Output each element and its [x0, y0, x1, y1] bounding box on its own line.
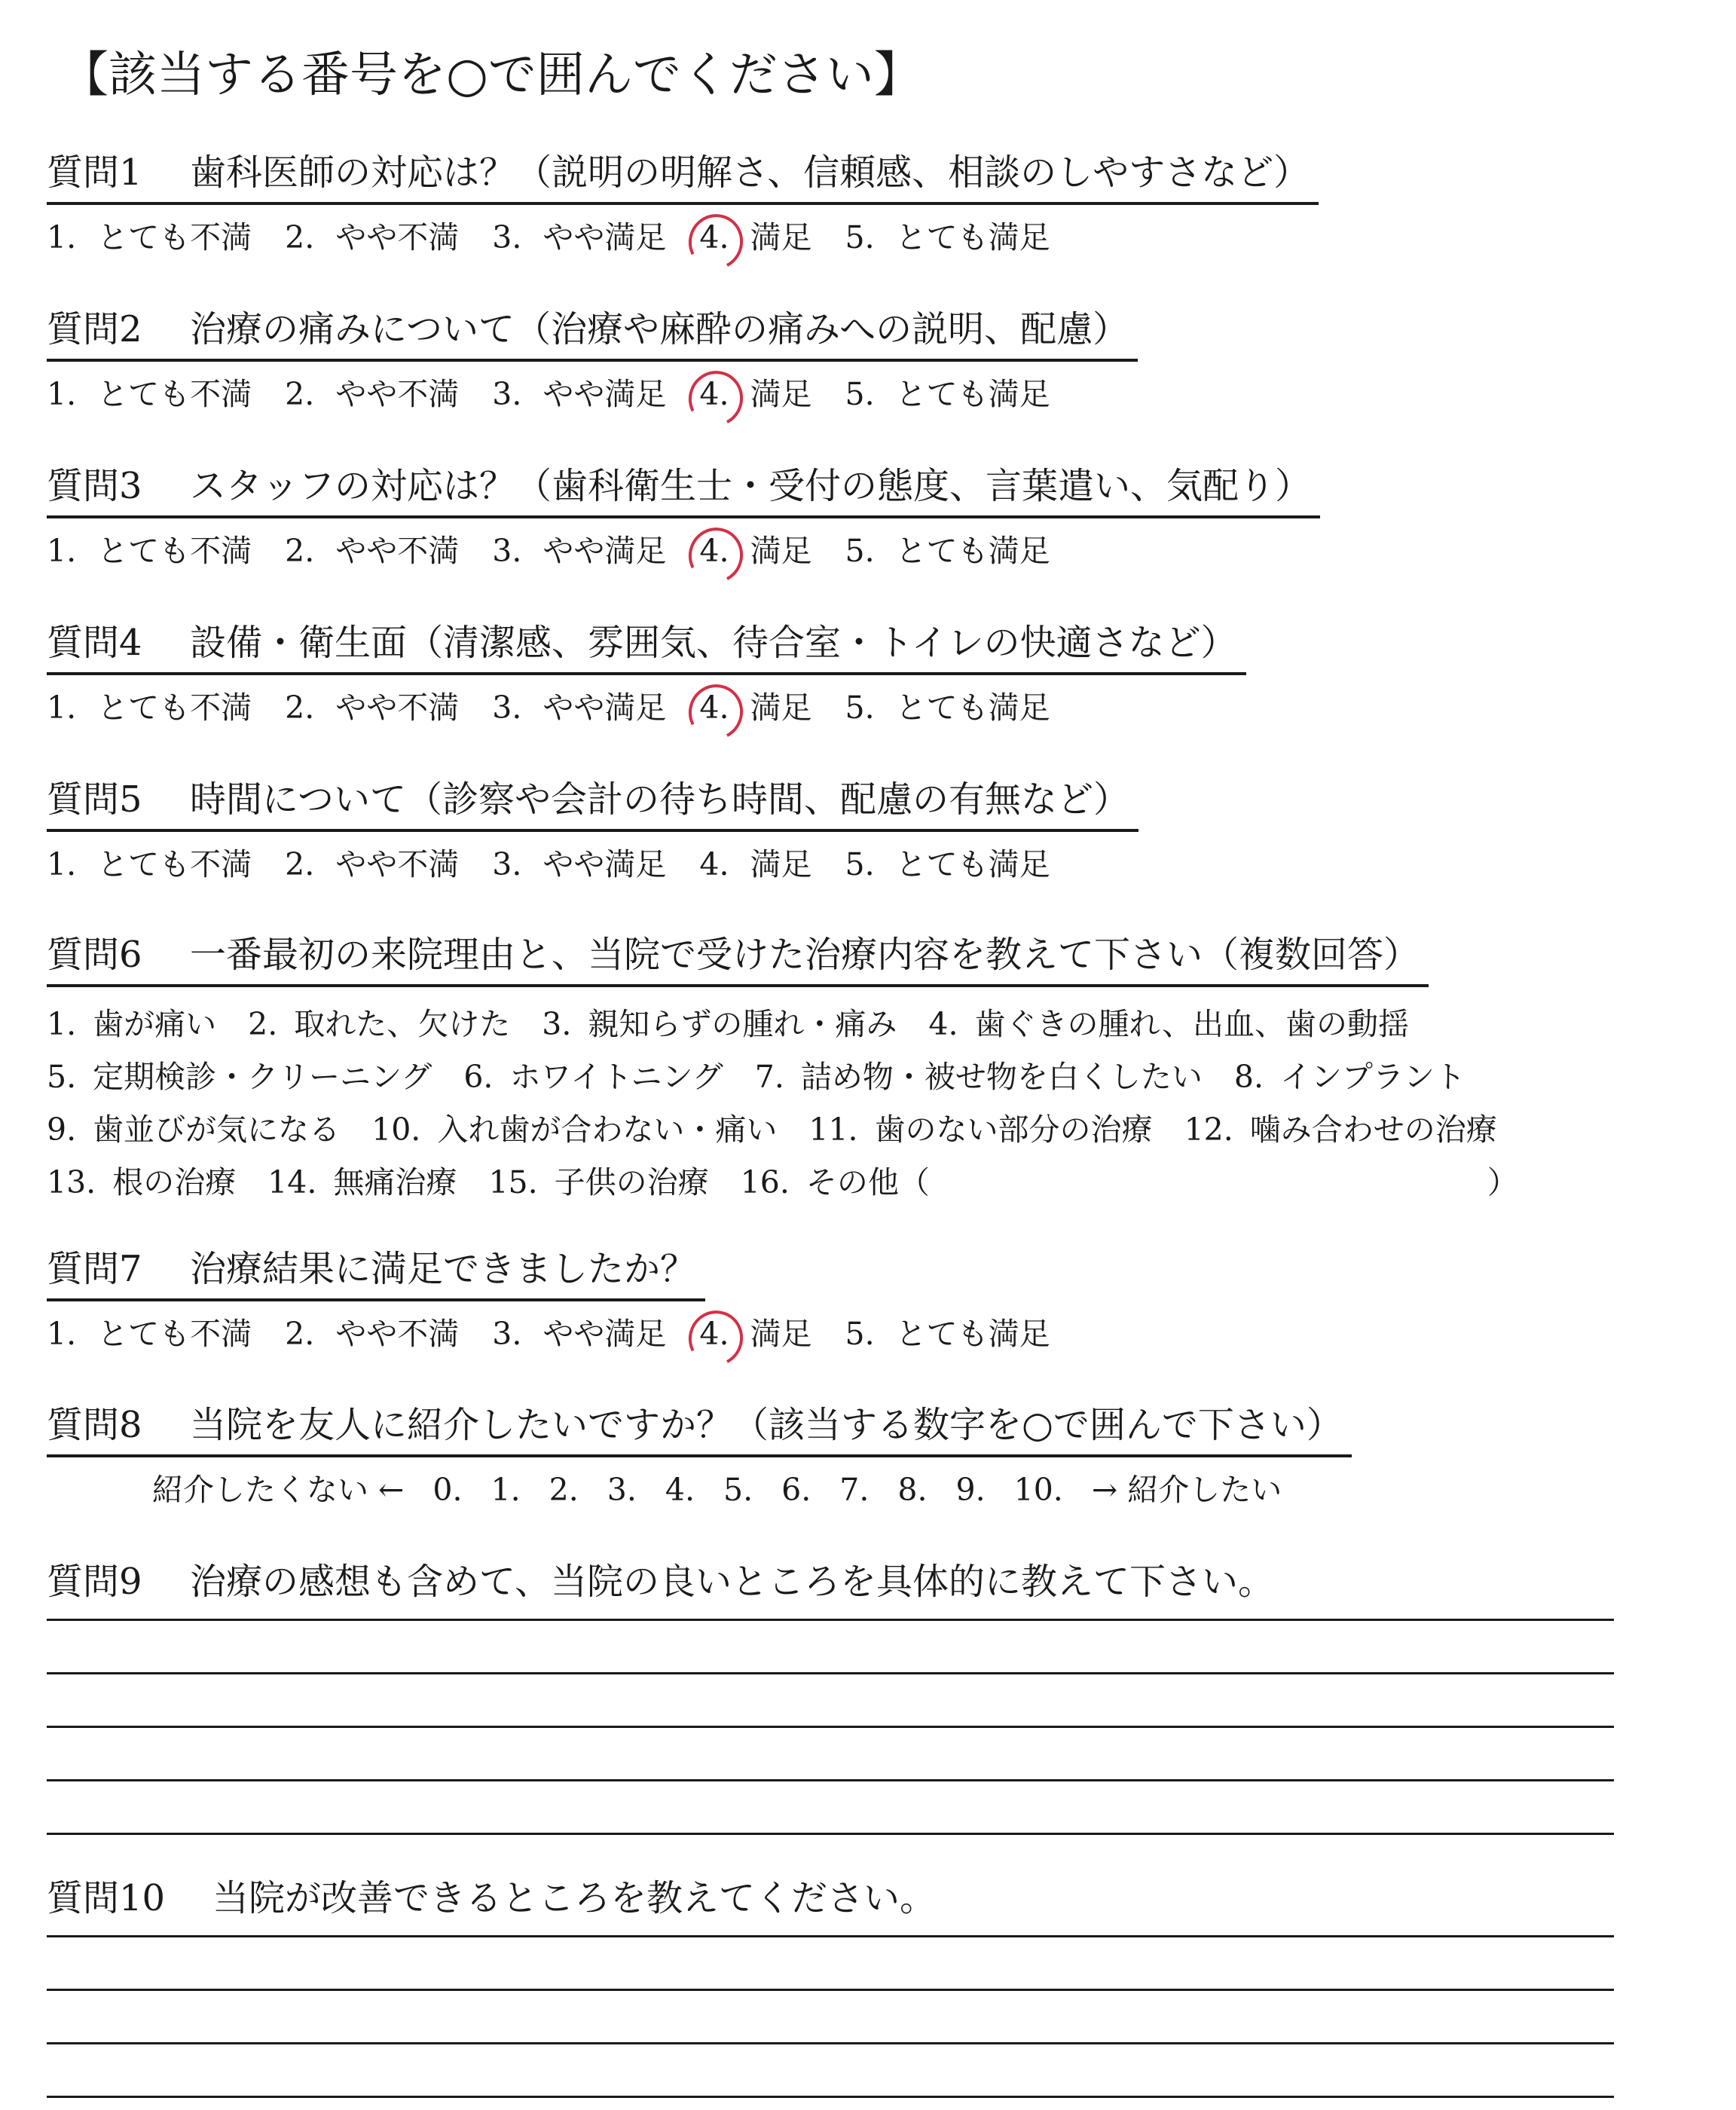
answer-line[interactable]: [47, 1728, 1614, 1781]
option-5[interactable]: 5. とても満足: [845, 846, 1050, 882]
option-4[interactable]: 4. 歯ぐきの腫れ、出血、歯の動揺: [928, 1006, 1409, 1042]
option-2[interactable]: 2. やや不満: [285, 376, 460, 412]
scale-value-3[interactable]: 3.: [607, 1472, 637, 1508]
question-number: 質問1: [47, 151, 142, 194]
scale-value-4[interactable]: 4.: [665, 1472, 695, 1508]
question-4: [47, 613, 1704, 729]
rating-options: [47, 842, 1704, 886]
answer-lines[interactable]: [47, 1928, 1614, 2098]
scale-value-2[interactable]: 2.: [549, 1472, 579, 1508]
option-1[interactable]: 1. とても不満: [47, 846, 252, 882]
option-1[interactable]: 1. とても不満: [47, 533, 252, 569]
option-12[interactable]: 12. 噛み合わせの治療: [1184, 1112, 1497, 1148]
option-5[interactable]: 5. とても満足: [845, 219, 1050, 255]
question-number: 質問3: [47, 465, 142, 507]
option-2[interactable]: 2. 取れた、欠けた: [248, 1006, 511, 1042]
option-3[interactable]: 3. やや満足: [492, 376, 667, 412]
option-5[interactable]: 5. とても満足: [845, 376, 1050, 412]
option-1[interactable]: 1. とても不満: [47, 1316, 252, 1352]
rating-options: [47, 372, 1704, 416]
recommend-scale: [152, 1468, 1704, 1512]
question-9: [47, 1552, 1704, 1835]
option-3[interactable]: 3. やや満足: [492, 1316, 667, 1352]
option-16-other[interactable]: 16. その他（ ）: [740, 1164, 1518, 1200]
question-title: [47, 770, 1138, 832]
scale-value-9[interactable]: 9.: [955, 1472, 986, 1508]
scale-value-0[interactable]: 0.: [432, 1472, 463, 1508]
option-row: [47, 998, 1704, 1050]
option-9[interactable]: 9. 歯並びが気になる: [47, 1112, 341, 1148]
option-2[interactable]: 2. やや不満: [285, 846, 460, 882]
option-7[interactable]: 7. 詰め物・被せ物を白くしたい: [754, 1059, 1203, 1095]
question-3: [47, 457, 1704, 573]
scale-value-10[interactable]: 10.: [1013, 1472, 1063, 1508]
question-text: 当院を友人に紹介したいですか？（該当する数字を○で囲んで下さい）: [190, 1404, 1343, 1446]
answer-lines[interactable]: [47, 1611, 1614, 1835]
option-13[interactable]: 13. 根の治療: [47, 1164, 237, 1200]
option-14[interactable]: 14. 無痛治療: [267, 1164, 457, 1200]
option-5[interactable]: 5. とても満足: [845, 533, 1050, 569]
option-row: [47, 1156, 1704, 1209]
option-3[interactable]: 3. やや満足: [492, 690, 667, 726]
option-3[interactable]: 3. 親知らずの腫れ・痛み: [542, 1006, 897, 1042]
answer-line[interactable]: [47, 1781, 1614, 1835]
rating-options: [47, 1312, 1704, 1356]
option-row: [47, 1103, 1704, 1156]
option-15[interactable]: 15. 子供の治療: [488, 1164, 709, 1200]
option-2[interactable]: 2. やや不満: [285, 219, 460, 255]
option-1[interactable]: 1. とても不満: [47, 690, 252, 726]
question-title: [47, 1240, 705, 1301]
option-5[interactable]: 5. とても満足: [845, 690, 1050, 726]
question-title: [47, 143, 1319, 205]
rating-options: [47, 529, 1704, 573]
close-paren: ）: [1487, 1164, 1518, 1200]
question-number: 質問10: [47, 1877, 166, 1919]
question-title: [47, 1396, 1352, 1457]
question-text: スタッフの対応は？（歯科衛生士・受付の態度、言葉遣い、気配り）: [190, 465, 1312, 507]
option-4-selected[interactable]: 4. 満足: [699, 372, 811, 416]
question-text: 設備・衛生面（清潔感、雰囲気、待合室・トイレの快適さなど）: [190, 622, 1237, 664]
option-2[interactable]: 2. やや不満: [285, 533, 460, 569]
answer-line[interactable]: [47, 1674, 1614, 1728]
question-title: [47, 1552, 1283, 1611]
question-5: [47, 770, 1704, 886]
option-4-selected[interactable]: 4. 満足: [699, 529, 811, 573]
scale-value-7[interactable]: 7.: [839, 1472, 870, 1508]
option-3[interactable]: 3. やや満足: [492, 219, 667, 255]
scale-value-5[interactable]: 5.: [723, 1472, 753, 1508]
option-4-selected[interactable]: 4. 満足: [699, 216, 811, 259]
answer-line[interactable]: [47, 1611, 1614, 1621]
question-title: [47, 457, 1320, 518]
option-10[interactable]: 10. 入れ歯が合わない・痛い: [371, 1112, 778, 1148]
question-number: 質問7: [47, 1248, 142, 1290]
option-8[interactable]: 8. インプラント: [1233, 1059, 1466, 1095]
question-number: 質問8: [47, 1404, 142, 1446]
scale-value-8[interactable]: 8.: [897, 1472, 928, 1508]
question-title: [47, 300, 1138, 362]
option-row: [47, 1050, 1704, 1103]
scale-value-1[interactable]: 1.: [491, 1472, 521, 1508]
scale-value-6[interactable]: 6.: [781, 1472, 811, 1508]
question-2: [47, 300, 1704, 416]
instruction-heading: 【該当する番号を○で囲んでください】: [60, 47, 922, 103]
answer-line[interactable]: [47, 1937, 1614, 1991]
question-title: [47, 1869, 945, 1928]
option-4-selected[interactable]: 4. 満足: [699, 1312, 811, 1356]
question-text: 時間について（診察や会計の待ち時間、配慮の有無など）: [190, 778, 1130, 821]
question-text: 治療結果に満足できましたか？: [190, 1248, 697, 1290]
answer-line[interactable]: [47, 1928, 1614, 1937]
option-5[interactable]: 5. 定期検診・クリーニング: [47, 1059, 432, 1095]
rating-options: [47, 216, 1704, 259]
option-4-selected[interactable]: 4. 満足: [699, 686, 811, 729]
option-5[interactable]: 5. とても満足: [845, 1316, 1050, 1352]
question-number: 質問2: [47, 308, 142, 350]
question-number: 質問9: [47, 1561, 142, 1603]
option-2[interactable]: 2. やや不満: [285, 1316, 460, 1352]
question-10: [47, 1869, 1704, 2098]
option-1[interactable]: 1. 歯が痛い: [47, 1006, 217, 1042]
question-1: [47, 143, 1704, 259]
answer-line[interactable]: [47, 1991, 1614, 2044]
question-number: 質問5: [47, 778, 142, 821]
question-text: 歯科医師の対応は？（説明の明解さ、信頼感、相談のしやすさなど）: [190, 151, 1310, 194]
question-text: 当院が改善できるところを教えてください。: [212, 1877, 937, 1919]
question-title: [47, 925, 1429, 987]
option-6[interactable]: 6. ホワイトニング: [463, 1059, 723, 1095]
scale-right-label: → 紹介したい: [1091, 1472, 1282, 1508]
option-3[interactable]: 3. やや満足: [492, 533, 667, 569]
answer-line[interactable]: [47, 2044, 1614, 2098]
option-2[interactable]: 2. やや不満: [285, 690, 460, 726]
question-text: 治療の感想も含めて、当院の良いところを具体的に教えて下さい。: [190, 1561, 1275, 1603]
question-text: 治療の痛みについて（治療や麻酔の痛みへの説明、配慮）: [190, 308, 1129, 350]
question-title: [47, 613, 1246, 675]
option-3[interactable]: 3. やや満足: [492, 846, 667, 882]
option-1[interactable]: 1. とても不満: [47, 376, 252, 412]
option-11[interactable]: 11. 歯のない部分の治療: [808, 1112, 1153, 1148]
rating-options: [47, 686, 1704, 729]
option-1[interactable]: 1. とても不満: [47, 219, 252, 255]
question-number: 質問6: [47, 934, 142, 976]
question-7: [47, 1240, 1704, 1356]
scale-left-label: 紹介したくない ←: [152, 1472, 405, 1508]
answer-line[interactable]: [47, 1621, 1614, 1674]
question-text: 一番最初の来院理由と、当院で受けた治療内容を教えて下さい（複数回答）: [190, 934, 1420, 976]
option-4[interactable]: 4. 満足: [699, 846, 812, 882]
multi-choice-options: [47, 998, 1704, 1209]
question-6: [47, 925, 1704, 1209]
question-number: 質問4: [47, 622, 142, 664]
question-8: [47, 1396, 1704, 1512]
